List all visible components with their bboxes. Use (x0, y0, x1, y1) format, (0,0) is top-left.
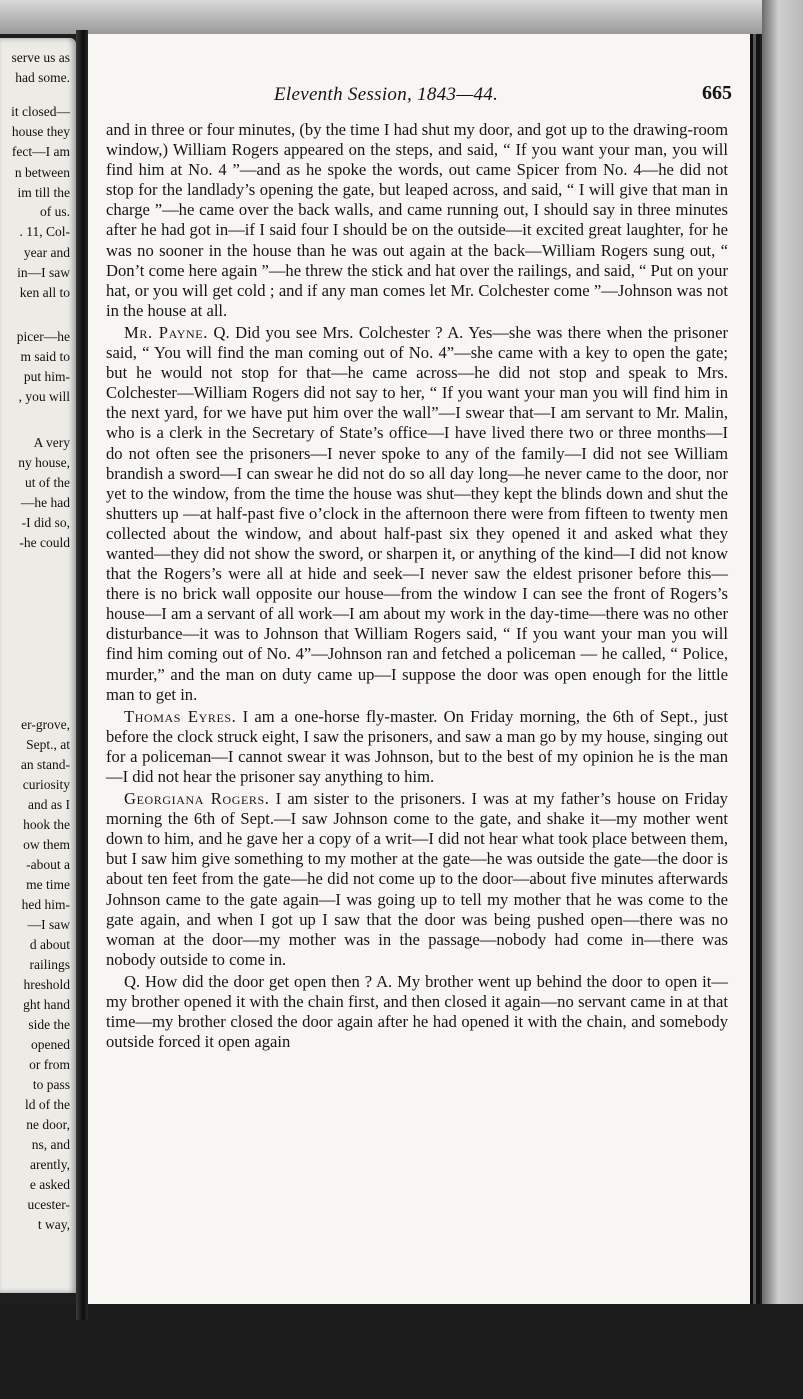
left-page-fragment: it closed— (11, 104, 70, 119)
paragraph-payne (106, 323, 728, 705)
speaker-name: Georgiana Rogers. (124, 789, 270, 809)
paragraph-text: I am a one-horse fly-master. On Friday morning, the 6th of Sept., just before the clock struck eight, I saw the prisoners, and saw a man go by my house, singing out for a policeman—I cannot swear it was Johnson, but to the best of my opinion he is the man—I did not hear the prisoner say anything to him. (106, 706, 729, 786)
running-title: Eleventh Session, 1843—44. (274, 84, 499, 105)
left-page-fragment: , you will (18, 389, 70, 404)
scan-right-edge (762, 0, 803, 1399)
left-page-fragment: hook the (23, 817, 70, 832)
left-page-fragment: ow them (23, 837, 70, 852)
left-page-fragment: -I did so, (21, 515, 70, 530)
scan-bottom-edge (0, 1304, 803, 1399)
left-page-fragment: ght hand (23, 997, 70, 1012)
left-page-fragment: —I saw (27, 917, 70, 932)
left-page-fragment: ny house, (18, 455, 70, 470)
page-number: 665 (702, 82, 732, 104)
left-page-fragment: t way, (37, 1217, 70, 1232)
left-page-fragment: im till the (17, 185, 70, 200)
left-page-fragment: —he had (20, 495, 70, 510)
left-page-fragment: house they (11, 124, 70, 139)
paragraph-georgiana (106, 789, 728, 970)
left-page-fragment: and as I (28, 797, 70, 812)
left-page-fragment: an stand- (20, 757, 70, 772)
left-page-fragment: d about (29, 937, 70, 952)
left-page-fragment: year and (23, 245, 70, 260)
body-text (106, 120, 728, 1052)
left-page-fragment: side the (28, 1017, 70, 1032)
left-page-fragment: A very (33, 435, 70, 450)
paragraph-continued: and in three or four minutes, (by the time I had shut my door, and got up to the drawing-room window,) William Rogers appeared on the steps, and said, “ If you want your man, you will find him at No. 4 ”—and as he spoke the words, out came Spicer from No. 4—he did not stop for the landlady’s opening the gate, but leaped across, and said, “ I will give that man in charge ”—he came over the back walls, and came running out, I should say in three minutes after he had got in—if I said four I should be on the outside—it excited great laughter, for he was no sooner in the house than he was out again at the back—William Rogers sung out, “ Don’t come here again ”—he threw the stick and hat over the railings, and said, “ Put on your hat, or you will get cold ; and if any man comes let Mr. Colchester come ”—Johnson was not in the house at all. (106, 120, 728, 320)
left-page-fragment: in—I saw (17, 265, 70, 280)
left-page-fragment: -about a (26, 857, 70, 872)
left-page-fragment: n between (14, 165, 70, 180)
left-page-fragment: picer—he (16, 329, 70, 344)
scan-top-edge (0, 0, 803, 34)
left-page-fragment: er-grove, (21, 717, 70, 732)
left-page-fragment: ut of the (25, 475, 70, 490)
running-head (88, 76, 750, 106)
left-facing-page (0, 38, 76, 1293)
speaker-name: Thomas Eyres. (124, 706, 237, 726)
left-page-fragment: of us. (40, 204, 70, 219)
paragraph-eyres (106, 707, 728, 787)
left-page-fragment: fect—I am (11, 144, 70, 159)
left-page-fragment: -he could (19, 535, 70, 550)
left-page-fragment: to pass (32, 1077, 70, 1092)
left-page-fragment: . 11, Col- (19, 224, 70, 239)
left-page-fragment: e asked (29, 1177, 70, 1192)
paragraph-text: Q. Did you see Mrs. Colchester ? A. Yes—she was there when the prisoner said, “ You will find the man coming out of No. 4”—she came with a key to open the gate; but he would not stop for that—he came across—he did not stop and speak to Mrs. Colchester—William Rogers did not say to her, “ If you want your man you will find him in the next yard, for we have put him over the wall”—I swear that—I am servant to Mr. Malin, who is a clerk in the Secretary of State’s office—I have lived there two or three months—I do not often see the prisoners—I never spoke to any of the family—I did not see William brandish a sword—I can swear he did not do so all day long—he never came to the door, nor yet to the window, from the time the house was shut—they kept the blinds down and shut the shutters up —at half-past five o’clock in the afternoon there were from fifteen to twenty men collected about the window, and about half-past six they opened it and asked what they wanted—they did not show the sword, or sharpen it, or anything of the kind—I did not know that the Rogers’s were all at hide and seek—I never saw the eldest prisoner before this—there is no brick wall opposite our house—from the window I can see the front of Rogers’s house—I am a servant of all work—I am about my work in the day-time—there was no other disturbance—it was to Johnson that William Rogers said, “ If you want your man you will find him coming out of No. 4”—Johnson ran and fetched a policeman — he called, “ Police, murder,” and the man on duty came up—I suppose the door was open enough for the little man to get in. (106, 322, 728, 704)
left-page-fragment: ken all to (19, 285, 70, 300)
right-page (88, 34, 750, 1304)
left-page-fragment: ns, and (31, 1137, 70, 1152)
left-page-fragment: ucester- (27, 1197, 70, 1212)
left-page-fragment: ne door, (26, 1117, 70, 1132)
left-page-fragment: ld of the (25, 1097, 70, 1112)
left-page-fragment: or from (29, 1057, 70, 1072)
left-page-fragment: m said to (20, 349, 70, 364)
speaker-name: Mr. Payne. (124, 322, 208, 342)
left-page-fragment: arently, (30, 1157, 70, 1172)
left-page-fragment: hreshold (23, 977, 70, 992)
paragraph-text: I am sister to the prisoners. I was at my father’s house on Friday morning the 6th of Sept.—I saw Johnson come to the gate, and shake it—my mother went down to him, and he gave her a copy of a writ—I did not hear what took place between them, but I saw him give something to my mother at the gate—he was outside the gate—the door is about ten feet from the gate—he did not come up to the door—about five minutes afterwards Johnson came to the gate again—I was going up to tell my mother that he was come to the gate again, and when I got up I saw that the door was being pushed open—there was no woman at the door—my mother was in the passage—nobody had come in—there was nobody outside to come in. (106, 789, 728, 969)
left-page-fragment: curiosity (22, 777, 70, 792)
left-page-fragment: hed him- (21, 897, 70, 912)
left-page-fragment: opened (31, 1037, 70, 1052)
left-page-fragment: Sept., at (26, 737, 70, 752)
left-page-fragment: railings (29, 957, 70, 972)
book-gutter (76, 30, 88, 1320)
left-page-fragment: put him- (23, 369, 70, 384)
left-page-fragment: serve us as (11, 50, 70, 65)
paragraph-question: Q. How did the door get open then ? A. My brother went up behind the door to open it—my brother opened it with the chain first, and then closed it again—no servant came in at that time—my brother closed the door again after he had opened it with the chain, and somebody outside forced it open again (106, 971, 728, 1052)
left-page-fragment: me time (26, 877, 70, 892)
left-page-fragment: had some. (15, 70, 70, 85)
